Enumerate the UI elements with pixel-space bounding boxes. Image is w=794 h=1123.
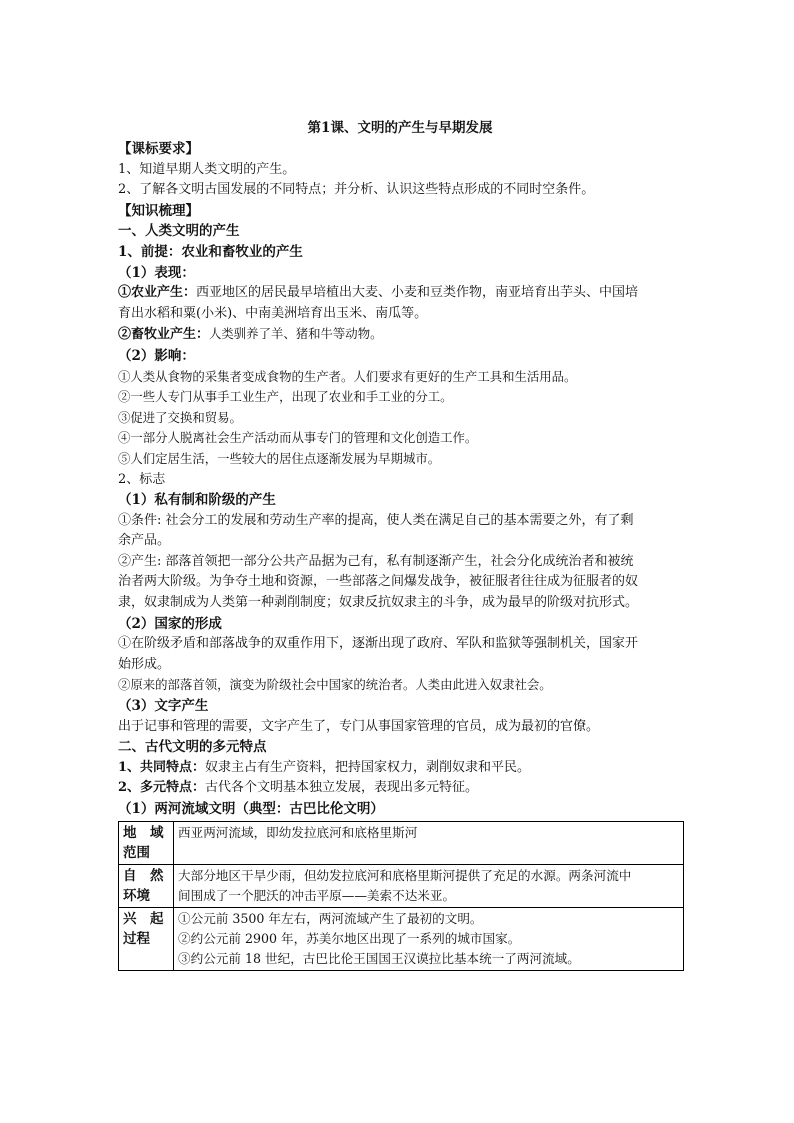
cell-line: ③约公元前 18 世纪，古巴比伦王国国王汉谟拉比基本统一了两河流域。 xyxy=(178,950,580,966)
standard-item: 2、了解各文明古国发展的不同特点；并分析、认识这些特点形成的不同时空条件。 xyxy=(118,182,595,198)
row-header-line: 环境 xyxy=(123,887,150,904)
paragraph: 始形成。 xyxy=(118,656,171,672)
paragraph: 余产品。 xyxy=(118,533,171,549)
table-cell xyxy=(174,821,684,864)
paragraph: ②原来的部落首领，演变为阶级社会中国家的统治者。人类由此进入奴隶社会。 xyxy=(118,677,552,693)
paragraph xyxy=(118,283,682,304)
paragraph: 治者两大阶级。为争夺土地和资源，一些部落之间爆发战争，被征服者往往成为征服者的奴 xyxy=(118,574,639,590)
standards-heading: 【课标要求】 xyxy=(118,141,199,157)
cell-line: ①公元前 3500 年左右，两河流域产生了最初的文明。 xyxy=(178,910,483,926)
item-heading: （2）影响： xyxy=(118,347,195,364)
row-header-line: 地 域 xyxy=(123,824,164,841)
inline-text: 奴隶主占有生产资料，把持国家权力，剥削奴隶和平民。 xyxy=(205,759,531,775)
table-row xyxy=(119,821,684,864)
row-header-line: 范围 xyxy=(123,844,150,861)
table-cell xyxy=(174,864,684,907)
list-item: ②一些人专门从事手工业生产，出现了农业和手工业的分工。 xyxy=(118,389,453,405)
inline-text: 西亚地区的居民最早培植出大麦、小麦和豆类作物，南亚培育出芋头、中国培 xyxy=(196,285,639,301)
table-row xyxy=(119,907,684,970)
inline-label: 1、共同特点： xyxy=(118,759,206,775)
row-header xyxy=(119,821,174,864)
paragraph xyxy=(118,778,682,799)
item-heading: （1）私有制和阶级的产生 xyxy=(118,492,276,509)
knowledge-heading: 【知识梳理】 xyxy=(118,202,199,219)
table-row xyxy=(119,864,684,907)
paragraph: 出于记事和管理的需要，文字产生了，专门从事国家管理的官员，成为最初的官僚。 xyxy=(118,718,600,734)
cell-line: 大部分地区干旱少雨，但幼发拉底河和底格里斯河提供了充足的水源。两条河流中 xyxy=(178,867,632,883)
list-item: ⑤人们定居生活，一些较大的居住点逐渐发展为早期城市。 xyxy=(118,450,441,466)
section-heading: 二、古代文明的多元特点 xyxy=(118,739,267,756)
row-header-line: 自 然 xyxy=(123,867,164,884)
item-heading: （2）国家的形成 xyxy=(118,615,222,632)
list-item: ①人类从食物的采集者变成食物的生产者。人们要求有更好的生产工具和生活用品。 xyxy=(118,368,577,384)
inline-text: 人类驯养了羊、猪和牛等动物。 xyxy=(209,326,383,342)
inline-label: ①农业产生： xyxy=(118,285,197,301)
paragraph: ①条件: 社会分工的发展和劳动生产率的提高，使人类在满足自己的基本需要之外，有了剩 xyxy=(118,512,634,528)
mesopotamia-table xyxy=(118,821,684,971)
row-header-line: 兴 起 xyxy=(123,910,164,927)
inline-label: ②畜牧业产生： xyxy=(118,327,210,343)
subsection-heading: 2、标志 xyxy=(118,471,166,487)
section-heading: 一、人类文明的产生 xyxy=(118,223,240,240)
cell-line: 间围成了一个肥沃的冲击平原——美索不达米亚。 xyxy=(178,887,456,903)
paragraph xyxy=(118,758,682,779)
document-page xyxy=(118,118,682,971)
standard-item: 1、知道早期人类文明的产生。 xyxy=(118,161,296,177)
paragraph xyxy=(118,324,682,346)
list-item: ③促进了交换和贸易。 xyxy=(118,409,242,425)
paragraph: 隶，奴隶制成为人类第一种剥削制度；奴隶反抗奴隶主的斗争，成为最早的阶级对抗形式。 xyxy=(118,595,639,611)
cell-line: ②约公元前 2900 年，苏美尔地区出现了一系列的城市国家。 xyxy=(178,930,521,946)
cell-line: 西亚两河流域，即幼发拉底河和底格里斯河 xyxy=(178,824,418,840)
page-title: 第1课、文明的产生与早期发展 xyxy=(307,120,493,136)
row-header-line: 过程 xyxy=(123,930,150,947)
list-item: ④一部分人脱离社会生产活动而从事专门的管理和文化创造工作。 xyxy=(118,430,478,446)
item-heading: （3）文字产生 xyxy=(118,698,209,715)
item-heading: （1）表现： xyxy=(118,264,195,281)
table-cell xyxy=(174,907,684,970)
paragraph: ②产生: 部落首领把一部分公共产品据为己有，私有制逐渐产生，社会分化成统治者和被统 xyxy=(118,553,634,569)
item-heading: （1）两河流域文明（典型：古巴比伦文明） xyxy=(118,801,384,817)
inline-text: 古代各个文明基本独立发展，表现出多元特征。 xyxy=(205,780,479,796)
subsection-heading: 1、前提：农业和畜牧业的产生 xyxy=(118,243,303,260)
row-header xyxy=(119,864,174,907)
row-header xyxy=(119,907,174,970)
paragraph: ①在阶级矛盾和部落战争的双重作用下，逐渐出现了政府、军队和监狱等强制机关，国家开 xyxy=(118,636,639,652)
inline-label: 2、多元特点： xyxy=(118,780,206,796)
paragraph: 育出水稻和粟(小米)、中南美洲培育出玉米、南瓜等。 xyxy=(118,305,428,321)
